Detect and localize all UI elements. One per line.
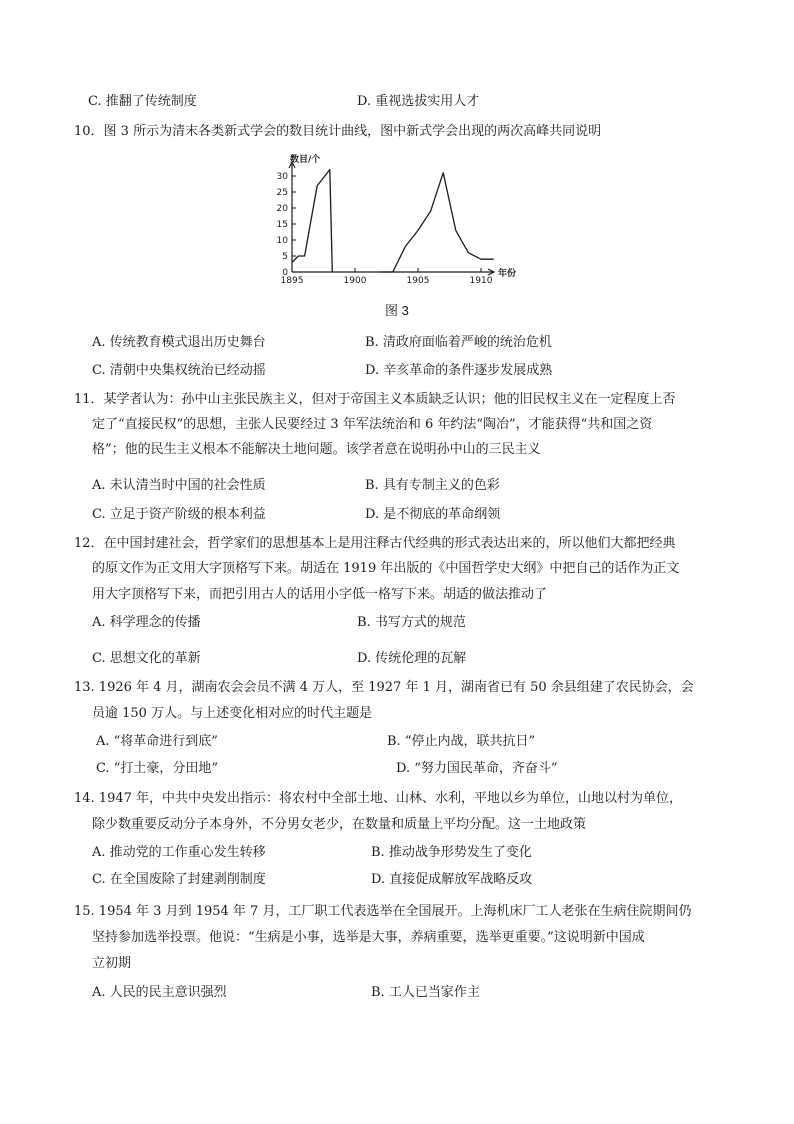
figure-caption: 图 3: [385, 303, 409, 318]
q14-option-b: B. 推动战争形势发生了变化: [371, 845, 532, 860]
q11-line-3: 格”；他的民生主义根本不能解决土地问题。该学者意在说明孙中山的三民主义: [92, 442, 541, 457]
data-line: [292, 170, 332, 272]
q15-line-1: 15. 1954 年 3 月到 1954 年 7 月，工厂职工代表选举在全国展开。上海机床厂工人老张在生病住院期间仍: [74, 904, 692, 919]
q12-line-1: 12．在中国封建社会，哲学家们的思想基本上是用注释古代经典的形式表达出来的，所以他们大都把经典: [74, 536, 676, 551]
q11-option-b: B. 具有专制主义的色彩: [365, 478, 500, 493]
x-tick-label: 1905: [406, 276, 430, 286]
figure-3-chart: [262, 150, 524, 290]
q13-option-a: A. “将革命进行到底”: [96, 734, 218, 749]
q11-option-d: D. 是不彻底的革命纲领: [365, 507, 501, 522]
q12-option-b: B. 书写方式的规范: [357, 615, 466, 630]
x-axis-label: 年份: [498, 269, 517, 279]
q10-option-d: D. 辛亥革命的条件逐步发展成熟: [365, 363, 553, 378]
q15-option-b: B. 工人已当家作主: [371, 985, 480, 1000]
q13-line-2: 员逾 150 万人。与上述变化相对应的时代主题是: [92, 706, 373, 721]
y-tick-label: 5: [282, 252, 288, 262]
q11-option-a: A. 未认清当时中国的社会性质: [92, 478, 266, 493]
q13-option-d: D. “努力国民革命，齐奋斗”: [396, 761, 558, 776]
q10-option-a: A. 传统教育模式退出历史舞台: [92, 335, 266, 350]
y-tick-label: 25: [276, 188, 288, 198]
y-axis-label: 数目/个: [290, 155, 321, 165]
q11-line-1: 11．某学者认为：孙中山主张民族主义，但对于帝国主义本质缺乏认识；他的旧民权主义在一定程度上否: [74, 392, 676, 407]
q13-option-c: C. “打土豪，分田地”: [96, 761, 219, 776]
x-tick-label: 1910: [469, 276, 493, 286]
q12-option-d: D. 传统伦理的瓦解: [357, 651, 467, 666]
y-tick-label: 20: [276, 204, 288, 214]
q10-stem: 10．图 3 所示为清末各类新式学会的数目统计曲线，图中新式学会出现的两次高峰共同说明: [74, 124, 602, 139]
q14-option-c: C. 在全国废除了封建剥削制度: [92, 872, 266, 887]
q11-line-2: 定了“直接民权”的思想，主张人民要经过 3 年军法统治和 6 年约法“陶冶”，才能获得“共和国之资: [92, 417, 653, 432]
q12-line-3: 用大字顶格写下来，而把引用古人的话用小字低一格写下来。胡适的做法推动了: [92, 587, 548, 602]
q13-option-b: B. “停止内战，联共抗日”: [387, 734, 536, 749]
y-tick-label: 30: [276, 172, 288, 182]
y-tick-label: 0: [282, 268, 288, 278]
q9-option-c: C. 推翻了传统制度: [88, 94, 197, 109]
q13-line-1: 13. 1926 年 4 月，湖南农会会员不满 4 万人，至 1927 年 1 月，湖南省已有 50 余县组建了农民协会，会: [74, 680, 694, 695]
x-tick-label: 1900: [343, 276, 367, 286]
y-tick-label: 10: [276, 236, 288, 246]
q12-option-a: A. 科学理念的传播: [92, 615, 201, 630]
q10-option-b: B. 清政府面临着严峻的统治危机: [365, 335, 552, 350]
q14-option-d: D. 直接促成解放军战略反攻: [371, 872, 533, 887]
q14-line-2: 除少数重要反动分子本身外，不分男女老少，在数量和质量上平均分配。这一土地政策: [92, 817, 587, 832]
x-tick-label: 1895: [280, 276, 304, 286]
q14-line-1: 14. 1947 年，中共中央发出指示：将农村中全部土地、山林、水利，平地以乡为单位，山地以村为单位，: [74, 791, 683, 806]
data-line: [380, 173, 493, 272]
q15-option-a: A. 人民的民主意识强烈: [92, 985, 227, 1000]
q11-option-c: C. 立足于资产阶级的根本利益: [92, 507, 266, 522]
q12-option-c: C. 思想文化的革新: [92, 651, 201, 666]
q14-option-a: A. 推动党的工作重心发生转移: [92, 845, 266, 860]
y-tick-label: 15: [276, 220, 288, 230]
q10-option-c: C. 清朝中央集权统治已经动摇: [92, 363, 266, 378]
q12-line-2: 的原文作为正文用大字顶格写下来。胡适在 1919 年出版的《中国哲学史大纲》中把自己的话作为正文: [92, 561, 680, 576]
q15-line-2: 坚持参加选举投票。他说：“生病是小事，选举是大事，养病重要，选举更重要。”这说明新中国成: [92, 930, 645, 945]
chart-svg: [262, 150, 524, 290]
q9-option-d: D. 重视选拔实用人才: [357, 94, 480, 109]
q15-line-3: 立初期: [92, 956, 132, 971]
